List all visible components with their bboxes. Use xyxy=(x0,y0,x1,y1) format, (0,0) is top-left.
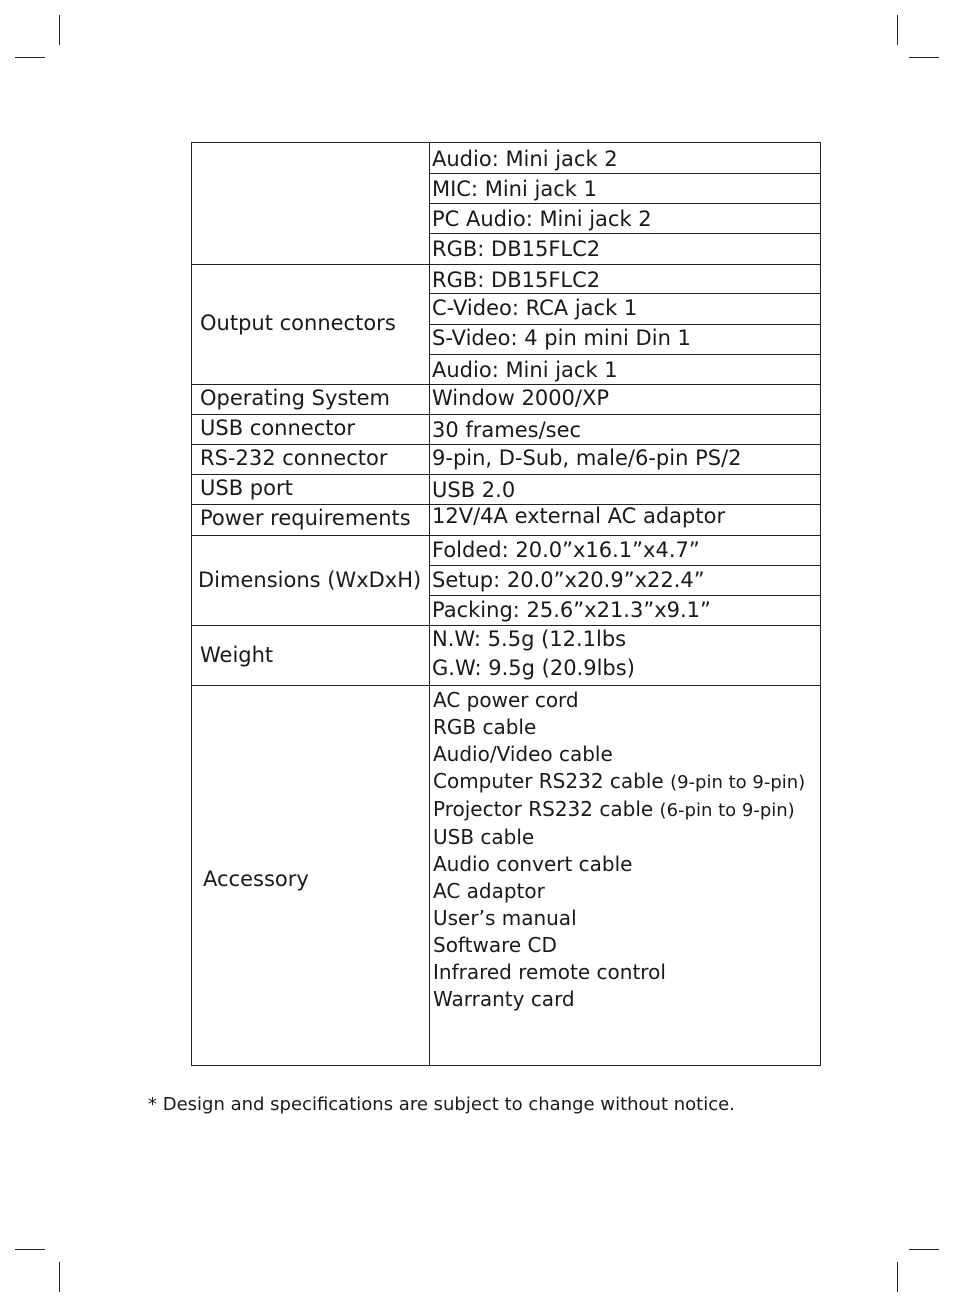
spec-value: Folded: 20.0”x16.1”x4.7” xyxy=(432,538,700,562)
spec-value: USB 2.0 xyxy=(432,478,516,502)
spec-label: Power requirements xyxy=(200,506,411,530)
cell-divider xyxy=(429,233,820,234)
row-divider xyxy=(192,444,820,445)
row-divider xyxy=(192,535,820,536)
cell-divider xyxy=(429,565,820,566)
accessory-item-text: AC adaptor xyxy=(433,879,545,903)
spec-value: 30 frames/sec xyxy=(432,418,582,442)
spec-label: USB port xyxy=(200,476,293,500)
spec-value: S-Video: 4 pin mini Din 1 xyxy=(432,326,691,350)
accessory-item-text: Audio convert cable xyxy=(433,852,633,876)
accessory-item xyxy=(433,768,805,796)
crop-mark xyxy=(909,1249,939,1250)
spec-value: RGB: DB15FLC2 xyxy=(432,268,601,292)
spec-label: USB connector xyxy=(200,416,355,440)
column-divider xyxy=(429,143,430,1065)
footnote: * Design and specifications are subject to change without notice. xyxy=(148,1094,735,1115)
spec-label: Dimensions (WxDxH) xyxy=(198,568,422,592)
spec-value: PC Audio: Mini jack 2 xyxy=(432,207,652,231)
crop-mark xyxy=(15,57,45,58)
spec-value: C-Video: RCA jack 1 xyxy=(432,296,638,320)
spec-value: RGB: DB15FLC2 xyxy=(432,237,601,261)
accessory-item-text: Projector RS232 cable xyxy=(433,797,660,821)
spec-value: 12V/4A external AC adaptor xyxy=(432,504,726,528)
spec-value: Window 2000/XP xyxy=(432,386,610,410)
accessory-item-note: (9-pin to 9-pin) xyxy=(670,772,806,793)
spec-value: N.W: 5.5g (12.1lbs xyxy=(432,627,627,651)
cell-divider xyxy=(429,173,820,174)
cell-divider xyxy=(429,354,820,355)
accessory-item xyxy=(433,851,805,878)
row-divider xyxy=(192,474,820,475)
row-divider xyxy=(192,625,820,626)
spec-value: Setup: 20.0”x20.9”x22.4” xyxy=(432,568,705,592)
accessory-item-text: AC power cord xyxy=(433,688,579,712)
spec-label: RS-232 connector xyxy=(200,446,388,470)
crop-mark xyxy=(59,1262,60,1292)
accessory-item-text: Computer RS232 cable xyxy=(433,769,671,793)
accessory-item-text: Software CD xyxy=(433,933,557,957)
spec-label: Operating System xyxy=(200,386,390,410)
accessory-item-text: Warranty card xyxy=(433,987,575,1011)
accessory-item-text: Audio/Video cable xyxy=(433,742,613,766)
cell-divider xyxy=(429,203,820,204)
spec-value: Packing: 25.6”x21.3”x9.1” xyxy=(432,598,711,622)
crop-mark xyxy=(909,57,939,58)
spec-label: Accessory xyxy=(203,867,309,891)
accessory-item-text: USB cable xyxy=(433,825,535,849)
spec-value: G.W: 9.5g (20.9lbs) xyxy=(432,656,635,680)
row-divider xyxy=(192,264,820,265)
cell-divider xyxy=(429,293,820,294)
accessory-item-text: User’s manual xyxy=(433,906,577,930)
accessory-list xyxy=(433,687,805,1013)
accessory-item xyxy=(433,687,805,714)
row-divider xyxy=(192,414,820,415)
spec-value: 9-pin, D-Sub, male/6-pin PS/2 xyxy=(432,446,742,470)
accessory-item xyxy=(433,824,805,851)
accessory-item xyxy=(433,905,805,932)
crop-mark xyxy=(15,1249,45,1250)
spec-value: Audio: Mini jack 1 xyxy=(432,358,618,382)
spec-table xyxy=(191,142,821,1066)
accessory-item xyxy=(433,959,805,986)
crop-mark xyxy=(59,15,60,45)
accessory-item xyxy=(433,986,805,1013)
accessory-item-text: RGB cable xyxy=(433,715,537,739)
crop-mark xyxy=(897,1262,898,1292)
row-divider xyxy=(192,685,820,686)
spec-label: Output connectors xyxy=(200,311,396,335)
row-divider xyxy=(192,384,820,385)
spec-label: Weight xyxy=(200,643,274,667)
accessory-item xyxy=(433,741,805,768)
spec-value: MIC: Mini jack 1 xyxy=(432,177,597,201)
accessory-item-note: (6-pin to 9-pin) xyxy=(659,800,795,821)
spec-value: Audio: Mini jack 2 xyxy=(432,147,618,171)
accessory-item xyxy=(433,796,805,824)
accessory-item-text: Infrared remote control xyxy=(433,960,666,984)
crop-mark xyxy=(897,15,898,45)
accessory-item xyxy=(433,714,805,741)
cell-divider xyxy=(429,324,820,325)
accessory-item xyxy=(433,878,805,905)
accessory-item xyxy=(433,932,805,959)
cell-divider xyxy=(429,595,820,596)
